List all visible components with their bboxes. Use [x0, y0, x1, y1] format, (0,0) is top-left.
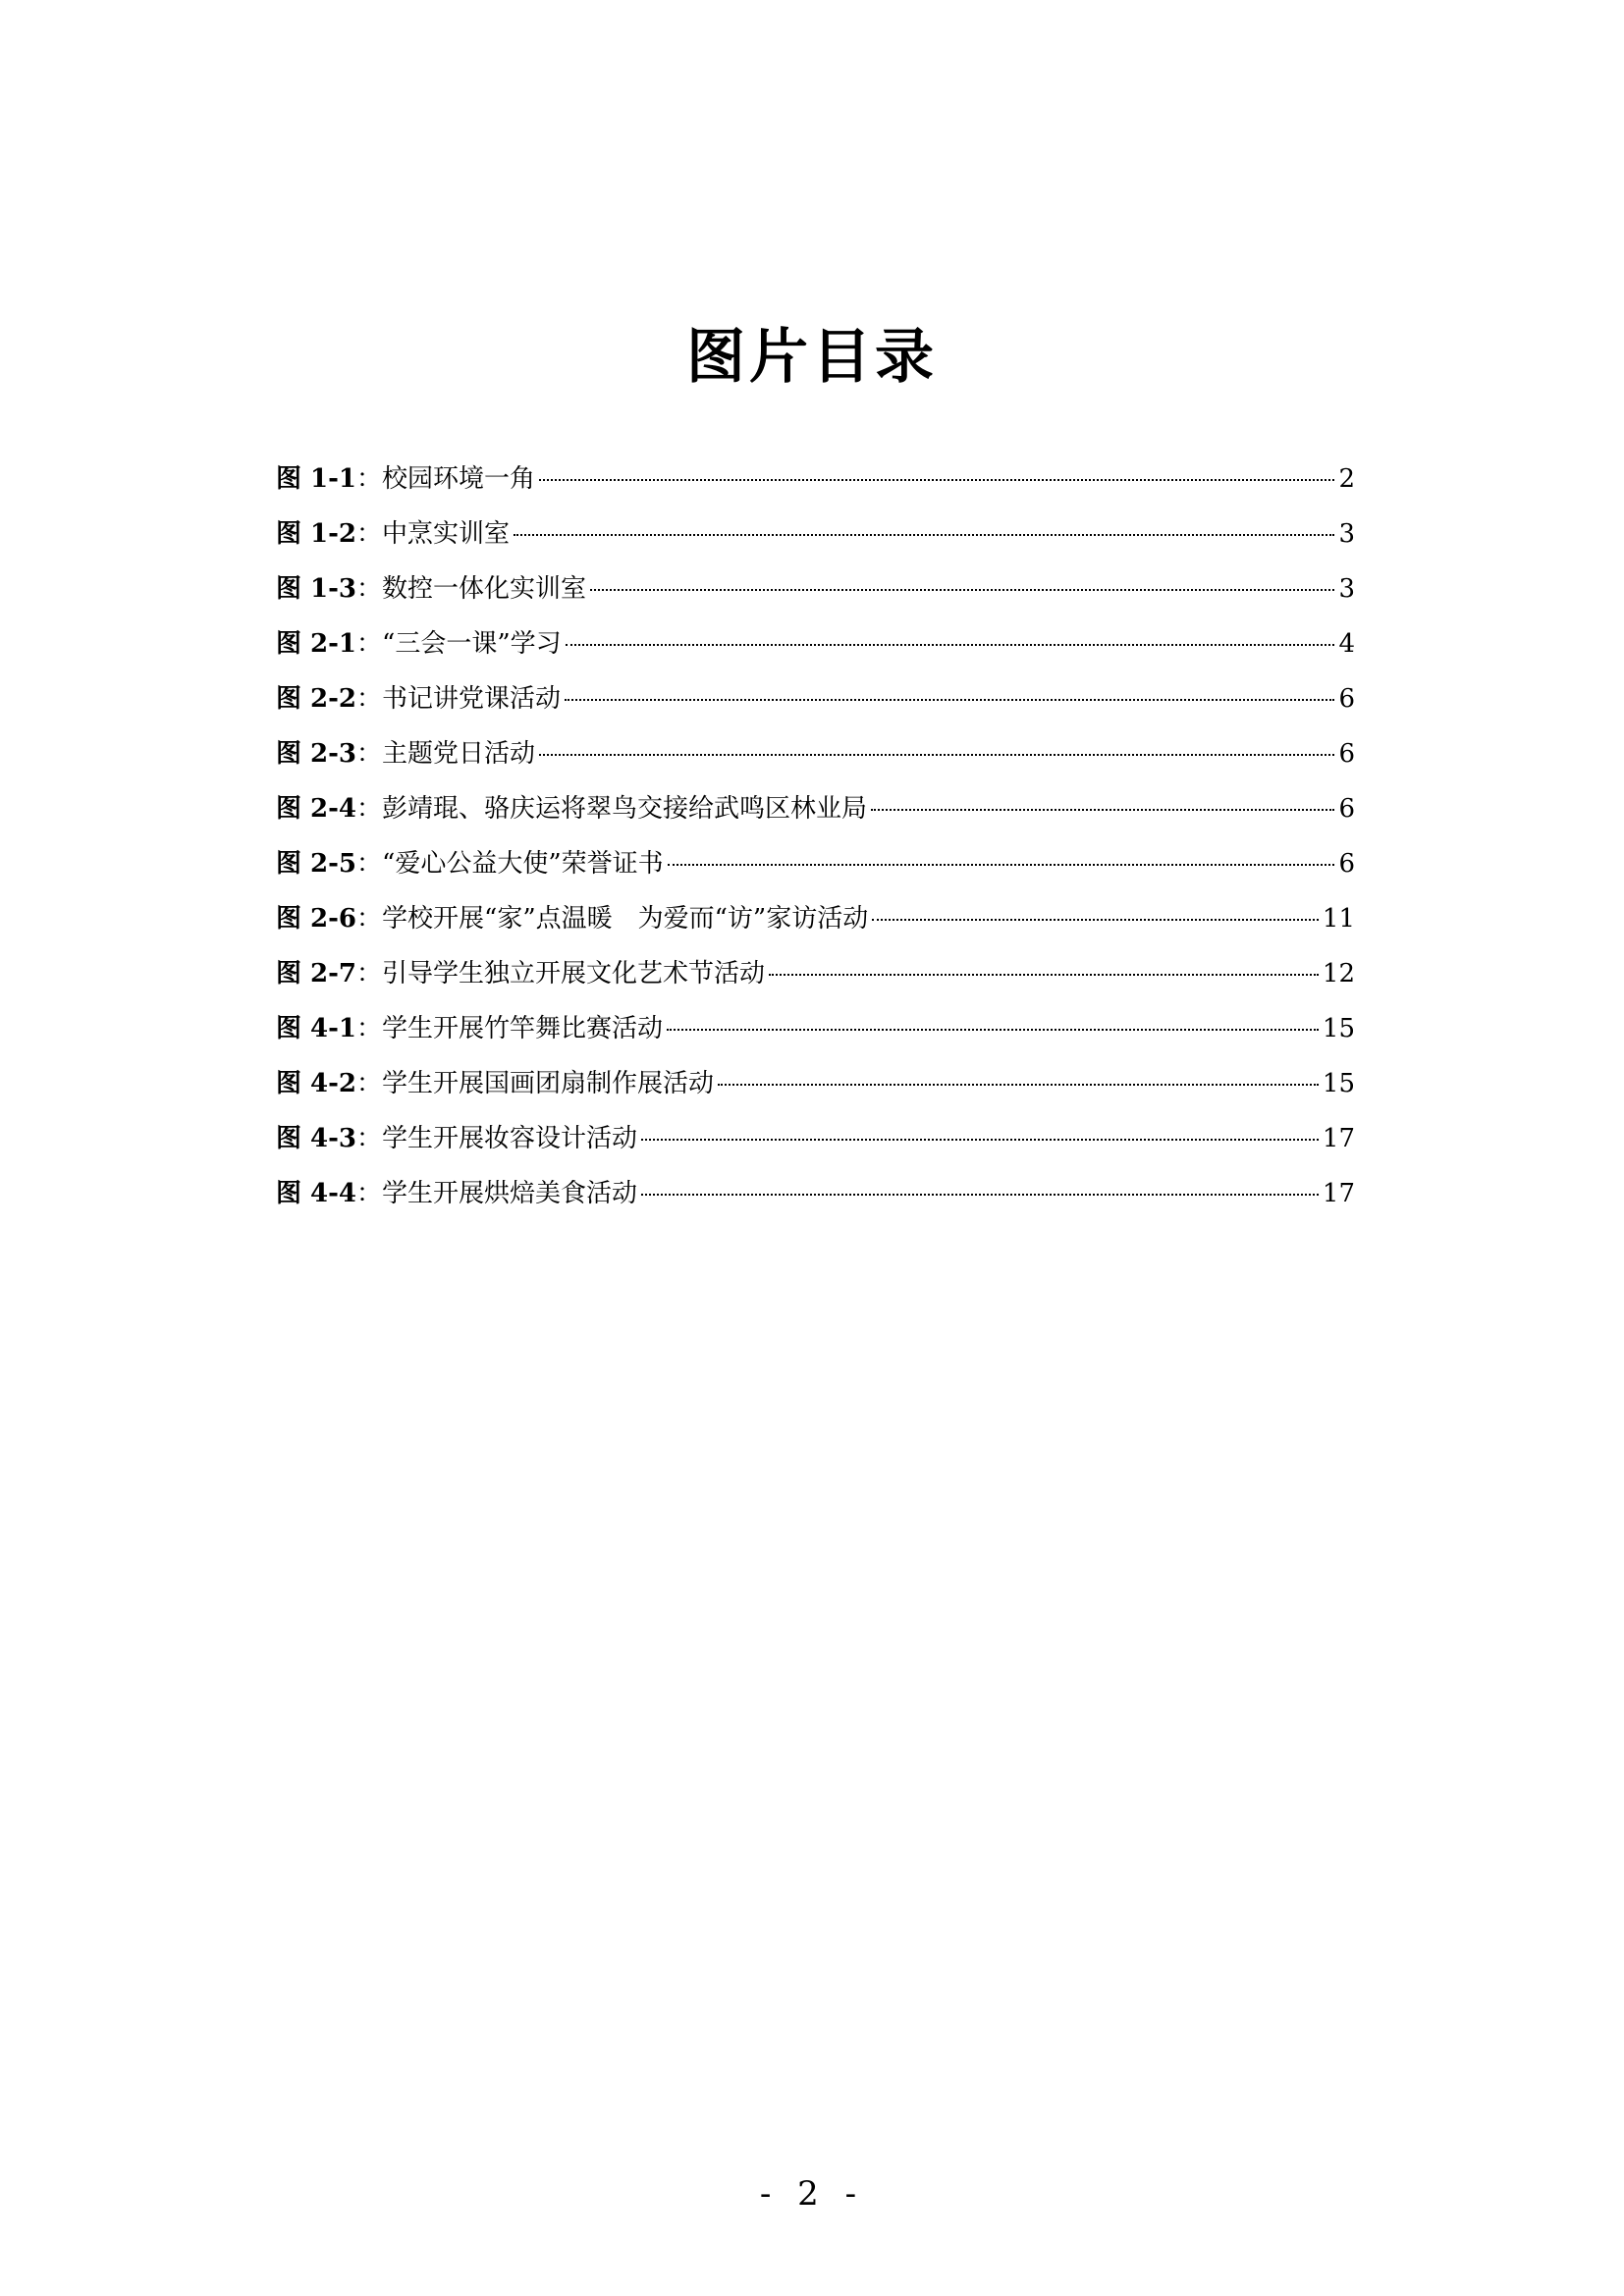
toc-entry-page: 4 [1338, 629, 1355, 659]
page-title: 图片目录 [686, 323, 938, 393]
toc-dot-leader [668, 864, 1335, 866]
toc-entry-label: 图 4-3 [276, 1124, 357, 1153]
toc-entry[interactable] [276, 899, 1355, 954]
toc-entry-caption: 学校开展“家”点温暖 为爱而“访”家访活动 [382, 904, 869, 934]
toc-entry-label: 图 1-3 [276, 574, 357, 604]
toc-entry[interactable] [276, 1174, 1355, 1229]
toc-entry[interactable] [276, 1009, 1355, 1064]
toc-entry-label: 图 4-2 [276, 1069, 357, 1098]
toc-entry-label: 图 2-2 [276, 684, 357, 714]
toc-entry[interactable] [276, 1119, 1355, 1174]
toc-dot-leader [769, 974, 1319, 976]
toc-entry-caption: 主题党日活动 [382, 739, 536, 769]
toc-entry-page: 6 [1338, 849, 1355, 879]
toc-entry-separator: ： [356, 849, 383, 879]
toc-entry-page: 12 [1322, 959, 1355, 988]
toc-entry[interactable] [276, 954, 1355, 1009]
toc-entry-label: 图 4-1 [276, 1014, 357, 1043]
toc-dot-leader [539, 479, 1334, 481]
toc-entry-caption: 学生开展妆容设计活动 [382, 1124, 638, 1153]
toc-entry-label: 图 2-4 [276, 794, 357, 824]
page-number: - 2 - [759, 2174, 865, 2214]
toc-entry-separator: ： [356, 904, 383, 934]
toc-entry-caption: 中烹实训室 [382, 519, 511, 549]
toc-entry[interactable] [276, 459, 1355, 514]
toc-dot-leader [871, 809, 1334, 811]
toc-entry-caption: 学生开展烘焙美食活动 [382, 1179, 638, 1208]
toc-dot-leader [566, 644, 1335, 646]
toc-entry-label: 图 1-2 [276, 519, 357, 549]
toc-entry-separator: ： [356, 739, 383, 769]
toc-entry-separator: ： [356, 519, 383, 549]
toc-entry[interactable] [276, 569, 1355, 624]
toc-entry-label: 图 2-7 [276, 959, 357, 988]
toc-entry-separator: ： [356, 464, 383, 494]
toc-entry-caption: 引导学生独立开展文化艺术节活动 [382, 959, 766, 988]
toc-dot-leader [539, 754, 1334, 756]
toc-entry-page: 11 [1322, 904, 1355, 934]
toc-entry-page: 15 [1322, 1014, 1355, 1043]
toc-entry-caption: 书记讲党课活动 [382, 684, 562, 714]
toc-entry-page: 6 [1338, 794, 1355, 824]
toc-entry-page: 17 [1322, 1179, 1355, 1208]
toc-dot-leader [872, 919, 1319, 921]
toc-entry-page: 6 [1338, 739, 1355, 769]
toc-entry-label: 图 2-1 [276, 629, 357, 659]
toc-entry-separator: ： [356, 1124, 383, 1153]
toc-entry-separator: ： [356, 574, 383, 604]
toc-entry-separator: ： [356, 1069, 383, 1098]
toc-entry-page: 15 [1322, 1069, 1355, 1098]
toc-entry-label: 图 4-4 [276, 1179, 357, 1208]
toc-entry-separator: ： [356, 794, 383, 824]
toc-entry-separator: ： [356, 1179, 383, 1208]
toc-entry[interactable] [276, 789, 1355, 844]
toc-dot-leader [565, 699, 1334, 701]
toc-entry-page: 6 [1338, 684, 1355, 714]
toc-entry-label: 图 1-1 [276, 464, 357, 494]
toc-entry-separator: ： [356, 684, 383, 714]
toc-entry-separator: ： [356, 629, 383, 659]
toc-entry-page: 3 [1338, 519, 1355, 549]
toc-dot-leader [514, 534, 1334, 536]
toc-entry[interactable] [276, 734, 1355, 789]
toc-entry-label: 图 2-6 [276, 904, 357, 934]
toc-dot-leader [718, 1084, 1319, 1086]
toc-entry-caption: 学生开展国画团扇制作展活动 [382, 1069, 715, 1098]
toc-dot-leader [590, 589, 1334, 591]
toc-entry-caption: “爱心公益大使”荣誉证书 [382, 849, 664, 879]
toc-entry-separator: ： [356, 959, 383, 988]
toc-entry-caption: 数控一体化实训室 [382, 574, 587, 604]
toc-entry-caption: “三会一课”学习 [382, 629, 562, 659]
toc-dot-leader [641, 1139, 1319, 1141]
toc-entry-label: 图 2-3 [276, 739, 357, 769]
toc-dot-leader [667, 1029, 1319, 1031]
toc-entry[interactable] [276, 679, 1355, 734]
toc-entry[interactable] [276, 514, 1355, 569]
toc-entry-caption: 学生开展竹竿舞比赛活动 [382, 1014, 664, 1043]
toc-entry-page: 17 [1322, 1124, 1355, 1153]
toc-entry-separator: ： [356, 1014, 383, 1043]
toc-entry-page: 3 [1338, 574, 1355, 604]
toc-entry[interactable] [276, 1064, 1355, 1119]
figure-toc-list [276, 459, 1355, 1229]
toc-entry-label: 图 2-5 [276, 849, 357, 879]
toc-entry[interactable] [276, 624, 1355, 679]
toc-entry[interactable] [276, 844, 1355, 899]
toc-dot-leader [641, 1194, 1319, 1196]
toc-entry-caption: 彭靖琨、骆庆运将翠鸟交接给武鸣区林业局 [382, 794, 868, 824]
toc-entry-page: 2 [1338, 464, 1355, 494]
toc-entry-caption: 校园环境一角 [382, 464, 536, 494]
